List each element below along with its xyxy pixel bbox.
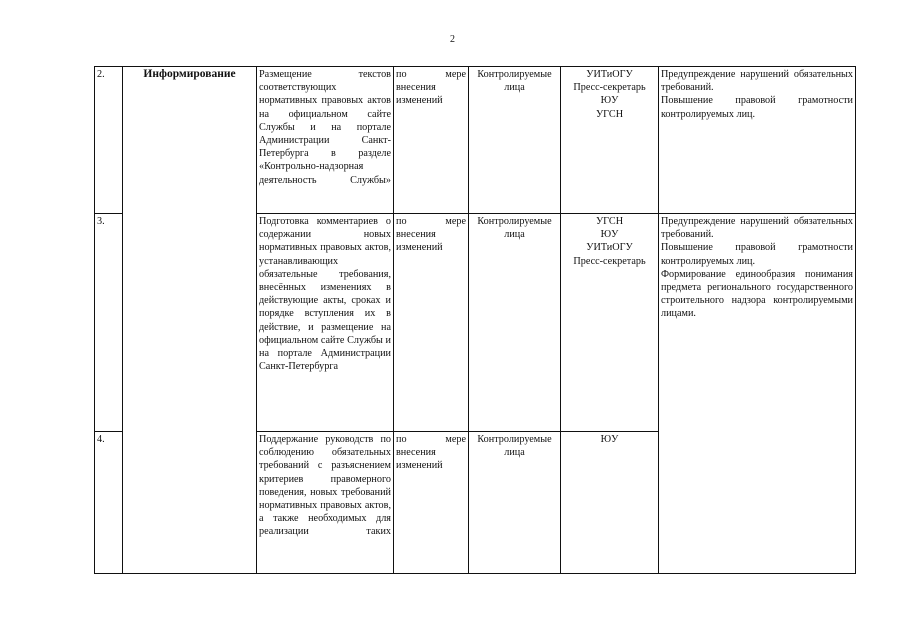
page-number: 2 xyxy=(450,34,455,45)
row-number: 3. xyxy=(95,214,123,432)
table-row xyxy=(95,67,856,214)
responsible-cell xyxy=(561,432,659,574)
result-item: Предупреждение нарушений обязательных требований. xyxy=(661,69,853,94)
row-number: 4. xyxy=(95,432,123,574)
activity-cell: Подготовка комментариев о содержании новых нормативных правовых актов, устанавливающих обязательные требования, внесённых изменениях в действующие акты, сроках и порядке вступления их в действие, и размещение на официальном сайте Службы и на портале Администрации Санкт-Петербурга xyxy=(257,214,394,432)
subjects-cell: Контролируемые лица xyxy=(469,214,561,432)
responsible-cell xyxy=(561,214,659,432)
period-cell: по мере внесения изменений xyxy=(394,214,469,432)
result-item: Предупреждение нарушений обязательных требований. xyxy=(661,216,853,241)
result-item: Повышение правовой грамотности контролируемых лиц. xyxy=(661,242,853,267)
result-cell xyxy=(659,67,856,214)
result-item: Повышение правовой грамотности контролируемых лиц. xyxy=(661,95,853,120)
responsible-item: ЮУ xyxy=(600,434,619,445)
activity-cell: Поддержание руководств по соблюдению обязательных требований с разъяснением критериев правомерного поведения, новых требований нормативных правовых актов, а также необходимых для реализации таких xyxy=(257,432,394,574)
subjects-cell: Контролируемые лица xyxy=(469,67,561,214)
merged-result-cell xyxy=(659,214,856,574)
result-item: Формирование единообразия понимания предмета регионального государственного строительного надзора контролируемыми лицами. xyxy=(661,268,853,320)
row-number: 2. xyxy=(95,67,123,214)
responsible-item: УГСН xyxy=(595,216,624,227)
section-title: Информирование xyxy=(123,67,257,574)
responsible-item: УГСН xyxy=(595,108,624,120)
period-cell: по мере внесения изменений xyxy=(394,67,469,214)
activity-cell: Размещение текстов соответствующих нормативных правовых актов на официальном сайте Службы и на портале Администрации Санкт-Петербурга в разделе «Контрольно-надзорная деятельность Службы» xyxy=(257,67,394,214)
period-cell: по мере внесения изменений xyxy=(394,432,469,574)
responsible-item: УИТиОГУ xyxy=(586,242,633,254)
responsible-item: ЮУ xyxy=(600,229,619,241)
responsible-item: Пресс-секретарь xyxy=(573,255,646,267)
responsible-cell xyxy=(561,67,659,214)
responsible-item: ЮУ xyxy=(600,95,619,107)
plan-table xyxy=(94,66,856,574)
responsible-item: УИТиОГУ xyxy=(586,69,633,80)
subjects-cell: Контролируемые лица xyxy=(469,432,561,574)
responsible-item: Пресс-секретарь xyxy=(573,82,646,94)
